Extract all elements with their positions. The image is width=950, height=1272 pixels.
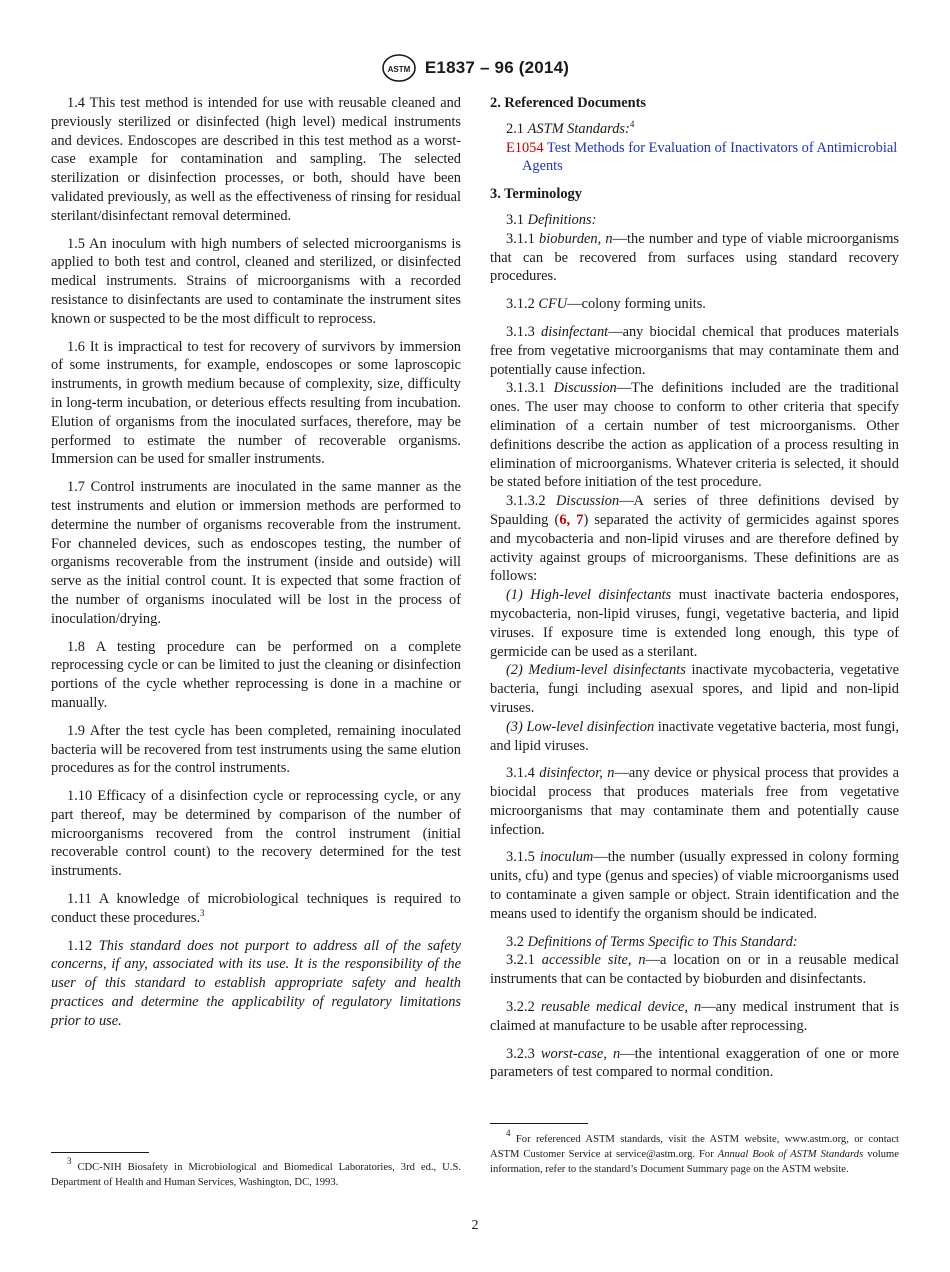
paragraph-3-2-2: 3.2.2 reusable medical device, n—any medical instrument that is claimed at manufacture to be usable after reprocessing. [490,999,899,1034]
citation-6[interactable]: 6 [559,511,567,528]
paragraph-3-2-3: 3.2.3 worst-case, n—the intentional exaggeration of one or more parameters of test compared to normal condition. [490,1045,899,1081]
footnote-divider-right [490,1123,588,1124]
footnote-3: $^3$ CDC-NIH Biosafety in Microbiological and Biomedical Laboratories, 3rd ed., U.S. Department of Health and Human Services, Washington, DC, 1993. [51,1156,461,1188]
paragraph-3-1-3-2: 3.1.3.2 Discussion—A series of three definitions devised by Spaulding (6, 7) separated the activity of germicides against spores and mycobacteria and non-lipid viruses and are therefore defined by activity against groups of microorganisms. These definitions are as follows: [490,493,899,585]
paragraph-3-1-4: 3.1.4 disinfector, n—any device or physical process that provides a biocidal process that produces materials free from vegetative microorganisms that may contaminate them and potentially cause infection. [490,765,900,838]
paragraph-3-1: 3.1 Definitions: [506,211,597,228]
standard-designation: E1837 – 96 (2014) [424,58,570,77]
paragraph-1-9: 1.9 After the test cycle has been completed, remaining inoculated bacteria will be recovered from test instruments using the same elution procedures as for the control instruments. [51,722,461,777]
paragraph-1-7: 1.7 Control instruments are inoculated in the same manner as the test instruments and elution or immersion methods are performed to determine the number of organisms recoverable from the instrument. For channeled devices, such as endoscopes testing, the number of organisms recoverable from the instrument (inside and outside) will serve as the initial control count. It is expected that some fraction of the number of organisms inoculated will be lost in the process of inoculation/drying. [51,479,461,627]
page-number: 2 [471,1218,479,1233]
list-item-high-level: (1) High-level disinfectants must inactivate bacteria endospores, mycobacteria, non-lipid viruses, fungi, vegetative bacteria, and lipid viruses. If exposure time is extended long enough, this type of germicide can be used as a sterilant. [490,587,899,660]
paragraph-1-6: 1.6 It is impractical to test for recovery of survivors by immersion of some instruments, for example, endoscopes or some laproscopic instruments, in growth medium because of complexity, size, difficulty in long-term incubation, or deterious effects resulting from incubation. Elution of organisms from the inoculated surfaces, therefore, may be performed to estimate the number of recoverable organisms. Immersion can be used for smaller instruments. [51,338,461,468]
svg-text:ASTM: ASTM [387,65,411,74]
paragraph-3-2: 3.2 Definitions of Terms Specific to This Standard: [506,933,798,950]
paragraph-1-12: 1.12 This standard does not purport to address all of the safety concerns, if any, associated with its use. It is the responsibility of the user of this standard to establish appropriate safety and health practices and determine the applicability of regulatory limitations prior to use. [51,937,461,1029]
page-header [0,52,950,84]
section-2-heading: 2. Referenced Documents [490,95,646,111]
section-3-heading: 3. Terminology [490,186,582,203]
paragraph-3-1-1: 3.1.1 bioburden, n—the number and type of viable microorganisms that can be recovered from surfaces using standard recovery procedures. [490,230,900,285]
referenced-document-e1054 [506,139,899,177]
right-column [490,94,899,1091]
footnote-4: $^4$ For referenced ASTM standards, visit the ASTM website, www.astm.org, or contact ASTM Customer Service at service@astm.org. For Annual Book of ASTM Standards volume information, refer to the standard’s Document Summary page on the ASTM website. [490,1128,899,1175]
ref-link-e1054[interactable]: E1054 [506,139,544,156]
paragraph-3-1-2: 3.1.2 CFU—colony forming units. [506,296,706,313]
footnote-ref-3[interactable]: 3 [200,907,205,918]
paragraph-3-1-3-1: 3.1.3.1 Discussion—The definitions included are the traditional ones. The user may choose to conform to other criteria that specify elimination of a certain number of test microorganisms. Other definitions describe the action as application of a process resulting in elimination of microorganisms. Whatever criteria is selected, it should be stated before initiation of the test procedure. [490,380,899,491]
paragraph-2-1: 2.1 ASTM Standards:$^4$ [506,118,635,137]
paragraph-1-5: 1.5 An inoculum with high numbers of selected microorganisms is applied to both test and control, cleaned and sterilized, or disinfected medical instruments. Strains of microorganisms with a recorded resistance to disinfectants are used to contaminate the instrument sites known or suspected to be the most difficult to reprocess. [51,235,461,327]
citation-7[interactable]: 7 [576,511,584,528]
left-column [51,94,461,1040]
footnote-divider [51,1152,149,1153]
paragraph-3-2-1: 3.2.1 accessible site, n—a location on or in a reusable medical instruments that can be contacted by bioburden and disinfectants. [490,952,900,988]
astm-logo-icon [381,53,417,83]
paragraph-3-1-3: 3.1.3 disinfectant—any biocidal chemical that produces materials free from vegetative microorganisms that may contaminate them and potentially cause infection. [490,323,899,378]
paragraph-1-8: 1.8 A testing procedure can be performed on a complete reprocessing cycle or can be limited to just the cleaning or disinfection portions of the cycle whether reprocessing is done in a machine or manually. [51,638,461,711]
paragraph-1-4: 1.4 This test method is intended for use with reusable cleaned and previously sterilized or disinfected (high level) medical instruments and devices. Endoscopes are described in this test method as a worst-case example for contamination and sampling. The selected sterilization or disinfection processes, or both, should have been validated previously, as well as the effectiveness of rinsing for residual sterilant/disinfectant removal determined. [51,95,461,224]
list-item-medium-level: (2) Medium-level disinfectants inactivate mycobacteria, vegetative bacteria, fungi including asexual spores, and lipid and non-lipid viruses. [490,662,899,716]
ref-title-link[interactable]: Test Methods for Evaluation of Inactivators of Antimicrobial Agents [522,139,898,175]
list-item-low-level: (3) Low-level disinfection inactivate vegetative bacteria, most fungi, and lipid viruses. [490,718,899,754]
paragraph-1-11: 1.11 A knowledge of microbiological techniques is required to conduct these procedures.$^3$ [51,891,461,926]
paragraph-1-10: 1.10 Efficacy of a disinfection cycle or reprocessing cycle, or any part thereof, may be determined by comparison of the number of microorganisms recovered from the control instrument (initial recoverable control count) to the recovery determined for the test instruments. [51,788,461,880]
paragraph-3-1-5: 3.1.5 inoculum—the number (usually expressed in colony forming units, cfu) and type (genus and species) of viable microorganisms used to contaminate a given sample or object. Strain identification and the means used to identify the organism should be indicated. [490,849,899,922]
